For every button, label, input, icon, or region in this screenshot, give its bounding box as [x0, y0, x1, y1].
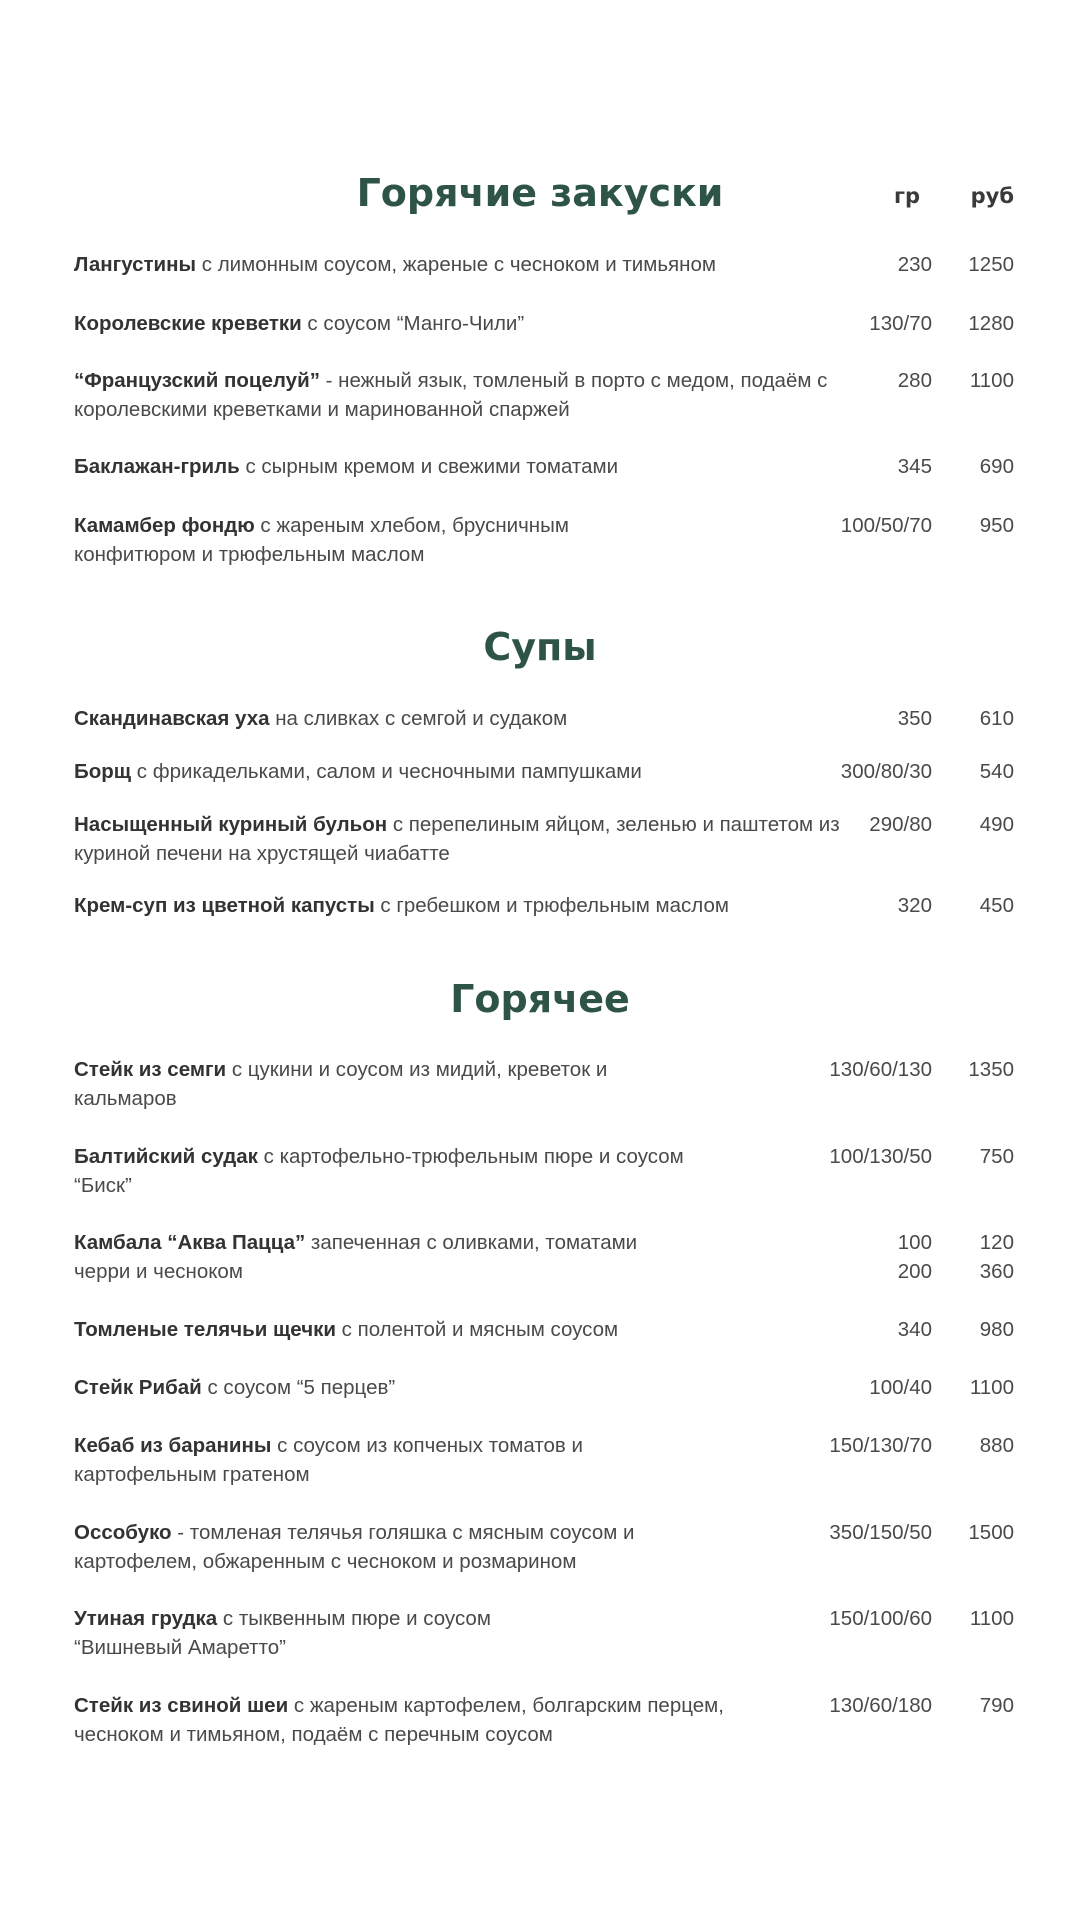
menu-item-weight: 100/130/50: [829, 1145, 932, 1168]
menu-item-details: запеченная с оливками, томатами черри и чесноком: [74, 1231, 638, 1283]
menu-item-name: “Французский поцелуй”: [74, 369, 320, 392]
menu-item-description: [74, 511, 674, 569]
menu-item-name: Томленые телячьи щечки: [74, 1318, 336, 1341]
menu-item-name: Насыщенный куриный бульон: [74, 813, 388, 836]
menu-item-details: с полентой и мясным соусом: [335, 1318, 619, 1341]
menu-item-details: с тыквенным пюре и соусом “Вишневый Амаретто”: [74, 1607, 491, 1659]
menu-item-price: 1250: [968, 253, 1014, 276]
menu-item-details: с перепелиным яйцом, зеленью и паштетом из куриной печени на хрустящей чиабатте: [74, 813, 840, 865]
menu-item-price: 790: [979, 1694, 1014, 1717]
menu-item-weight: 300/80/30: [840, 760, 932, 783]
menu-item-price: 950: [979, 514, 1014, 537]
menu-item-description: [74, 1142, 694, 1200]
menu-item-description: [74, 891, 844, 920]
menu-item-name: Скандинавская уха: [74, 707, 270, 730]
menu-item-details: с сырным кремом и свежими томатами: [239, 455, 619, 478]
menu-item-weight: 280: [897, 369, 932, 392]
menu-item-weight: 100 200: [897, 1231, 932, 1283]
menu-item-price: 610: [979, 707, 1014, 730]
menu-item-description: [74, 366, 844, 424]
menu-item-name: Стейк Рибай: [74, 1376, 202, 1399]
menu-item-name: Лангустины: [74, 253, 197, 276]
menu-item-weight: 230: [897, 253, 932, 276]
menu-item-details: с цукини и соусом из мидий, креветок и кальмаров: [74, 1058, 608, 1110]
menu-item-weight: 100/40: [869, 1376, 932, 1399]
menu-item-price: 450: [979, 894, 1014, 917]
column-header-rubles: руб: [970, 184, 1014, 208]
menu-item-weight: 130/60/180: [829, 1694, 932, 1717]
menu-item-price: 540: [979, 760, 1014, 783]
menu-item-name: Утиная грудка: [74, 1607, 218, 1630]
menu-item-price: 1100: [969, 1607, 1014, 1630]
menu-item-description: [74, 1315, 844, 1344]
menu-item-weight: 350/150/50: [829, 1521, 932, 1544]
menu-item-details: с соусом “5 перцев”: [201, 1376, 396, 1399]
menu-item-price: 880: [979, 1434, 1014, 1457]
column-header-grams: гр: [893, 184, 920, 208]
menu-item-weight: 340: [897, 1318, 932, 1341]
menu-item-details: с жареным хлебом, брусничным конфитюром и трюфельным маслом: [74, 514, 569, 566]
menu-item-weight: 350: [897, 707, 932, 730]
menu-item-details: с картофельно-трюфельным пюре и соусом “Биск”: [74, 1145, 684, 1197]
menu-item-price: 1500: [968, 1521, 1014, 1544]
menu-item-description: [74, 1373, 844, 1402]
menu-item-weight: 320: [897, 894, 932, 917]
menu-item-weight: 100/50/70: [840, 514, 932, 537]
menu-item-price: 490: [979, 813, 1014, 836]
menu-item-name: Баклажан-гриль: [74, 455, 240, 478]
menu-item-price: 980: [979, 1318, 1014, 1341]
menu-item-description: [74, 1604, 544, 1662]
menu-item-price: 1100: [969, 1376, 1014, 1399]
section-title-hot-dishes: Горячее: [450, 977, 630, 1021]
menu-item-description: [74, 1228, 674, 1286]
menu-item-name: Кебаб из баранины: [74, 1434, 272, 1457]
menu-item-description: [74, 1691, 754, 1749]
menu-item-weight: 290/80: [869, 813, 932, 836]
menu-item-weight: 345: [897, 455, 932, 478]
menu-item-description: [74, 810, 844, 868]
menu-item-weight: 150/130/70: [829, 1434, 932, 1457]
menu-item-price: 1100: [969, 369, 1014, 392]
menu-item-name: Камбала “Аква Пацца”: [74, 1231, 306, 1254]
menu-item-details: с гребешком и трюфельным маслом: [374, 894, 729, 917]
menu-item-name: Балтийский судак: [74, 1145, 258, 1168]
menu-item-description: [74, 1518, 714, 1576]
menu-item-details: - томленая телячья голяшка с мясным соусом и картофелем, обжаренным с чесноком и розмарином: [74, 1521, 635, 1573]
menu-item-description: [74, 1055, 634, 1113]
menu-item-description: [74, 452, 844, 481]
menu-item-weight: 150/100/60: [829, 1607, 932, 1630]
menu-item-name: Стейк из свиной шеи: [74, 1694, 289, 1717]
section-title-soups: Супы: [483, 625, 597, 669]
menu-item-weight: 130/70: [869, 312, 932, 335]
menu-item-name: Королевские креветки: [74, 312, 302, 335]
menu-item-details: - нежный язык, томленый в порто с медом, подаём с королевскими креветками и маринованной спаржей: [74, 369, 828, 421]
menu-item-description: [74, 1431, 674, 1489]
menu-item-price: 750: [979, 1145, 1014, 1168]
menu-item-name: Крем-суп из цветной капусты: [74, 894, 375, 917]
menu-item-description: [74, 704, 844, 733]
menu-item-description: [74, 250, 844, 279]
menu-item-weight: 130/60/130: [829, 1058, 932, 1081]
section-title-hot-appetizers: Горячие закуски: [356, 171, 724, 215]
menu-item-description: [74, 309, 844, 338]
menu-item-name: Оссобуко: [74, 1521, 172, 1544]
menu-item-details: с фрикадельками, салом и чесночными пампушками: [131, 760, 642, 783]
menu-item-details: на сливках с семгой и судаком: [269, 707, 568, 730]
menu-item-name: Камамбер фондю: [74, 514, 255, 537]
menu-item-price: 690: [979, 455, 1014, 478]
menu-item-price: 120 360: [979, 1231, 1014, 1283]
menu-item-details: с лимонным соусом, жареные с чесноком и тимьяном: [196, 253, 716, 276]
menu-item-details: с соусом из копченых томатов и картофельным гратеном: [74, 1434, 583, 1486]
menu-item-description: [74, 757, 844, 786]
menu-item-price: 1280: [968, 312, 1014, 335]
menu-item-details: с соусом “Манго-Чили”: [301, 312, 525, 335]
menu-item-price: 1350: [968, 1058, 1014, 1081]
menu-item-details: с жареным картофелем, болгарским перцем, чесноком и тимьяном, подаём с перечным соусом: [74, 1694, 724, 1746]
menu-item-name: Стейк из семги: [74, 1058, 227, 1081]
menu-item-name: Борщ: [74, 760, 132, 783]
